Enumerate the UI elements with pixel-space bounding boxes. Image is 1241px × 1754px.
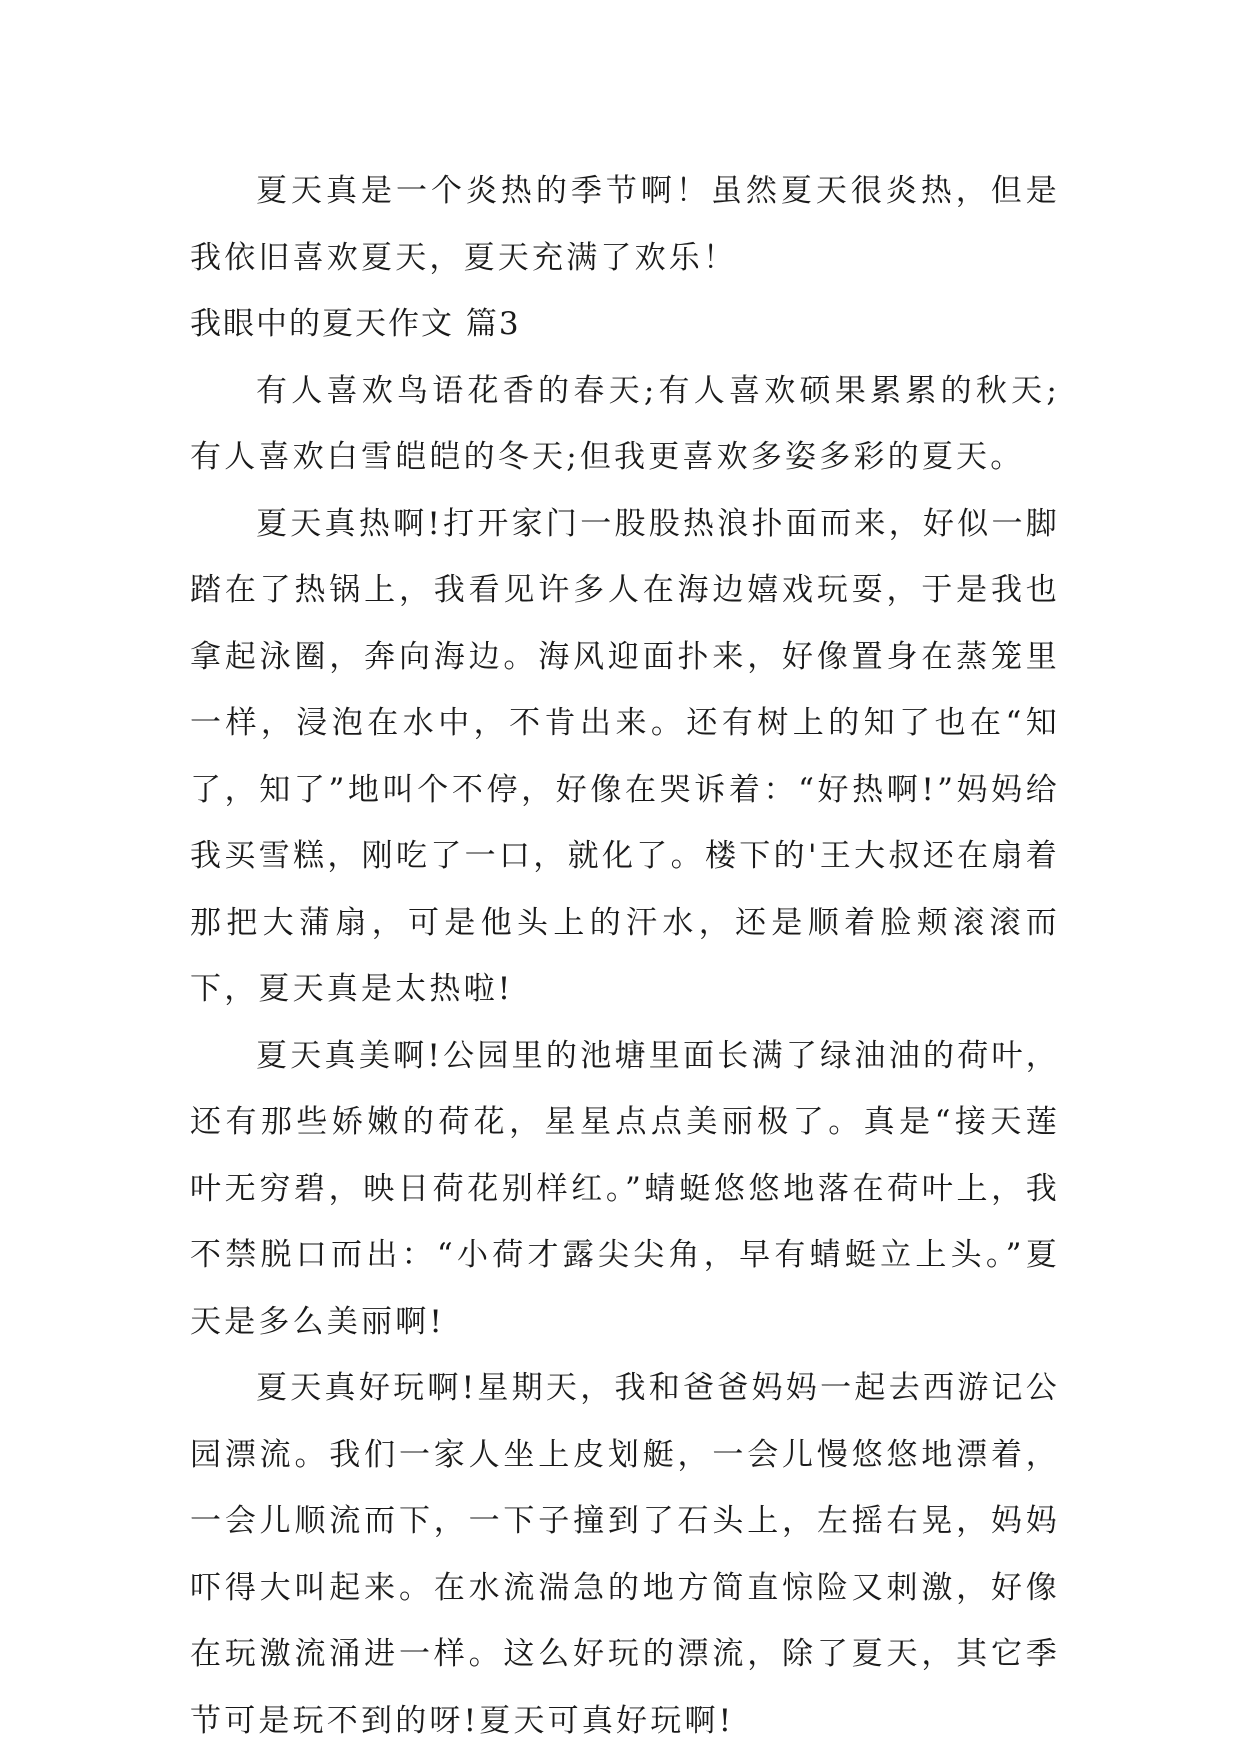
paragraph: 夏天真热啊!打开家门一股股热浪扑面而来，好似一脚踏在了热锅上，我看见许多人在海边嬉戏玩耍，于是我也拿起泳圈，奔向海边。海风迎面扑来，好像置身在蒸笼里一样，浸泡在水中，不肯出来。还有树上的知了也在“知了，知了”地叫个不停，好像在哭诉着：“好热啊!”妈妈给我买雪糕，刚吃了一口，就化了。楼下的'王大叔还在扇着那把大蒲扇，可是他头上的汗水，还是顺着脸颊滚滚而下，夏天真是太热啦! <box>190 505 1060 1007</box>
paragraph: 夏天真是一个炎热的季节啊！虽然夏天很炎热，但是我依旧喜欢夏天，夏天充满了欢乐！ <box>190 173 1060 276</box>
document-page <box>190 158 1060 1754</box>
section-heading: 我眼中的夏天作文 篇3 <box>190 306 521 342</box>
paragraph: 有人喜欢鸟语花香的春天;有人喜欢硕果累累的秋天;有人喜欢白雪皑皑的冬天;但我更喜欢多姿多彩的夏天。 <box>190 372 1060 475</box>
paragraph: 夏天真好玩啊!星期天，我和爸爸妈妈一起去西游记公园漂流。我们一家人坐上皮划艇，一会儿慢悠悠地漂着，一会儿顺流而下，一下子撞到了石头上，左摇右晃，妈妈吓得大叫起来。在水流湍急的地方简直惊险又刺激，好像在玩激流涌进一样。这么好玩的漂流，除了夏天，其它季节可是玩不到的呀!夏天可真好玩啊! <box>190 1370 1060 1739</box>
paragraph: 夏天真美啊!公园里的池塘里面长满了绿油油的荷叶，还有那些娇嫩的荷花，星星点点美丽极了。真是“接天莲叶无穷碧，映日荷花别样红。”蜻蜓悠悠地落在荷叶上，我不禁脱口而出：“小荷才露尖尖角，早有蜻蜓立上头。”夏天是多么美丽啊! <box>190 1037 1060 1340</box>
